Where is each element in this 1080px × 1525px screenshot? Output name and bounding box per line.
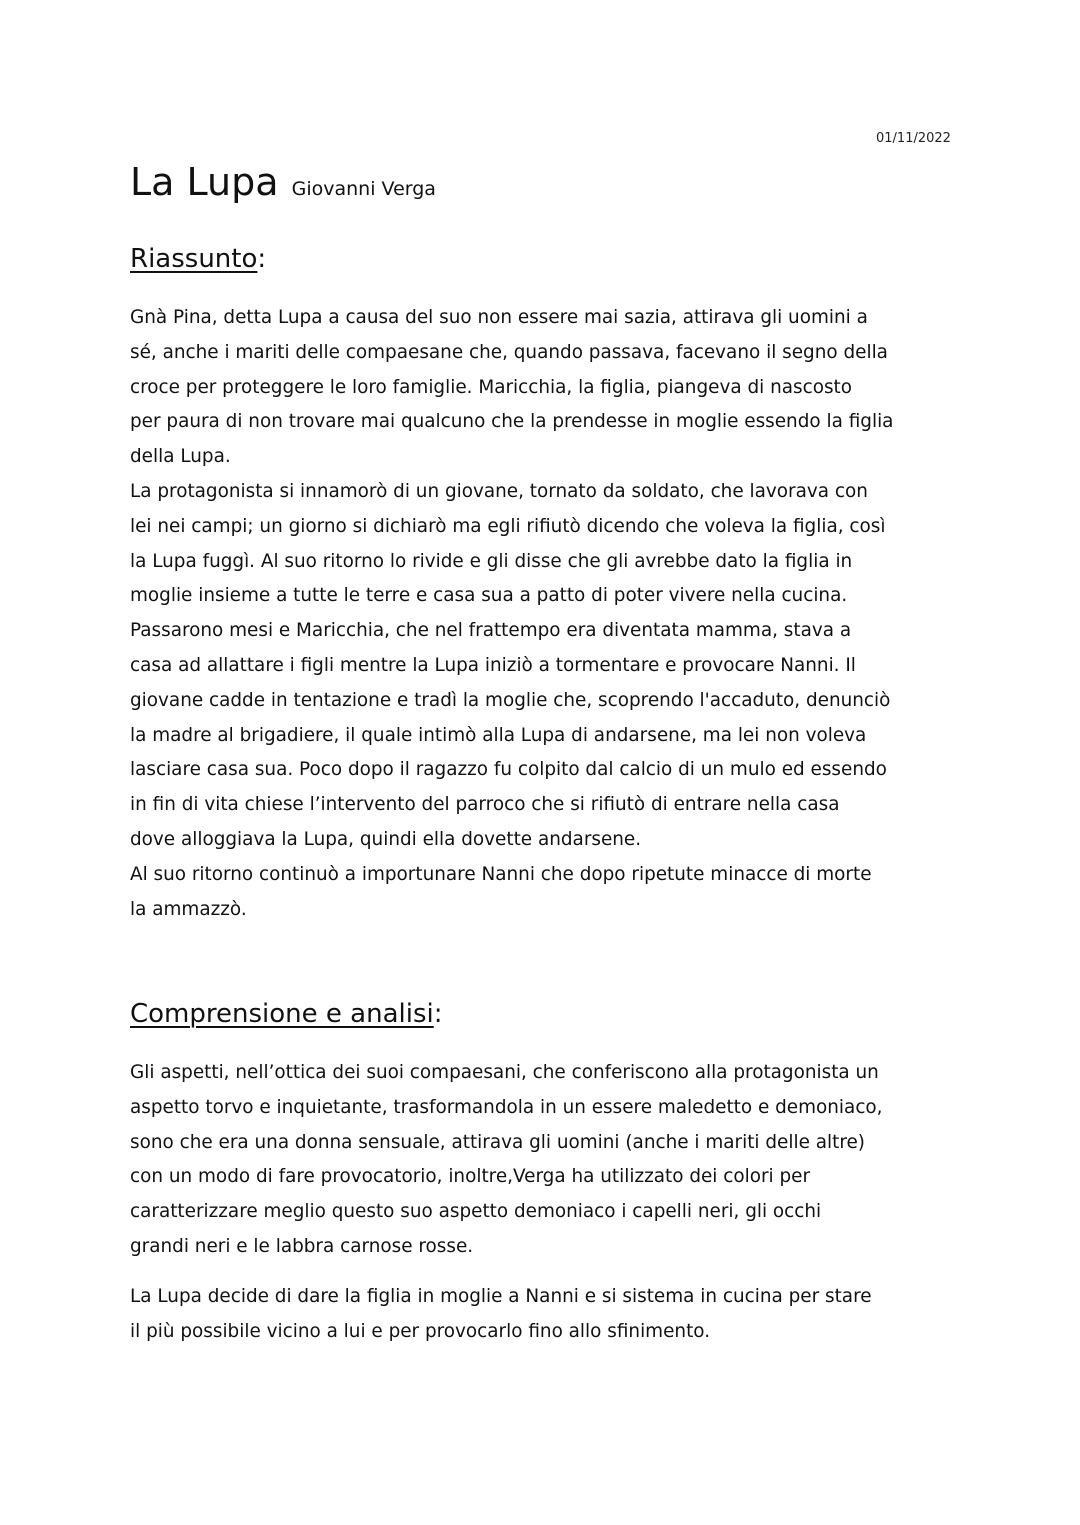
text-line: la madre al brigadiere, il quale intimò alla Lupa di andarsene, ma lei non voleva [130, 724, 867, 746]
text-line: sono che era una donna sensuale, attirava gli uomini (anche i mariti delle altre) [130, 1131, 865, 1153]
text-line: giovane cadde in tentazione e tradì la moglie che, scoprendo l'accaduto, denunciò [130, 689, 891, 711]
section-heading-comprensione: Comprensione e analisi: [130, 999, 443, 1029]
text-line: il più possibile vicino a lui e per provocarlo fino allo sfinimento. [130, 1320, 711, 1342]
text-line: della Lupa. [130, 446, 231, 468]
text-line: grandi neri e le labbra carnose rosse. [130, 1235, 474, 1257]
title-row [130, 160, 436, 204]
text-line: moglie insieme a tutte le terre e casa sua a patto di poter vivere nella cucina. [130, 585, 848, 607]
section-heading-label: Riassunto [130, 244, 258, 274]
text-line: casa ad allattare i figli mentre la Lupa iniziò a tormentare e provocare Nanni. Il [130, 654, 856, 676]
text-line: Al suo ritorno continuò a importunare Nanni che dopo ripetute minacce di morte [130, 863, 872, 885]
analisi-paragraph-2 [130, 1280, 960, 1350]
section-heading-riassunto: Riassunto: [130, 244, 267, 274]
text-line: sé, anche i mariti delle compaesane che, quando passava, facevano il segno della [130, 341, 888, 363]
text-line: La protagonista si innamorò di un giovane, tornato da soldato, che lavorava con [130, 480, 868, 502]
text-line: la Lupa fuggì. Al suo ritorno lo rivide e gli disse che gli avrebbe dato la figlia in [130, 550, 853, 572]
text-line: caratterizzare meglio questo suo aspetto demoniaco i capelli neri, gli occhi [130, 1201, 822, 1223]
text-line: dove alloggiava la Lupa, quindi ella dovette andarsene. [130, 828, 642, 850]
text-line: lasciare casa sua. Poco dopo il ragazzo fu colpito dal calcio di un mulo ed essendo [130, 759, 887, 781]
riassunto-paragraph [130, 301, 960, 927]
text-line: croce per proteggere le loro famiglie. Maricchia, la figlia, piangeva di nascosto [130, 376, 852, 398]
text-line: Passarono mesi e Maricchia, che nel frattempo era diventata mamma, stava a [130, 620, 852, 642]
text-line: La Lupa decide di dare la figlia in moglie a Nanni e si sistema in cucina per stare [130, 1286, 872, 1307]
text-line: Gli aspetti, nell’ottica dei suoi compaesani, che conferiscono alla protagonista un [130, 1062, 879, 1083]
text-line: per paura di non trovare mai qualcuno che la prendesse in moglie essendo la figlia [130, 411, 894, 433]
document-title: La Lupa [130, 160, 279, 204]
section-heading-label: Comprensione e analisi [130, 999, 434, 1029]
document-date: 01/11/2022 [876, 131, 951, 146]
text-line: la ammazzò. [130, 898, 247, 920]
text-line: lei nei campi; un giorno si dichiarò ma egli rifiutò dicendo che voleva la figlia, così [130, 515, 886, 537]
document-author: Giovanni Verga [291, 178, 436, 200]
analisi-paragraph-1 [130, 1056, 960, 1265]
text-line: Gnà Pina, detta Lupa a causa del suo non essere mai sazia, attirava gli uomini a [130, 307, 868, 328]
text-line: aspetto torvo e inquietante, trasformandola in un essere maledetto e demoniaco, [130, 1096, 883, 1118]
text-line: con un modo di fare provocatorio, inoltre,Verga ha utilizzato dei colori per [130, 1166, 811, 1188]
text-line: in fin di vita chiese l’intervento del parroco che si rifiutò di entrare nella casa [130, 794, 840, 816]
